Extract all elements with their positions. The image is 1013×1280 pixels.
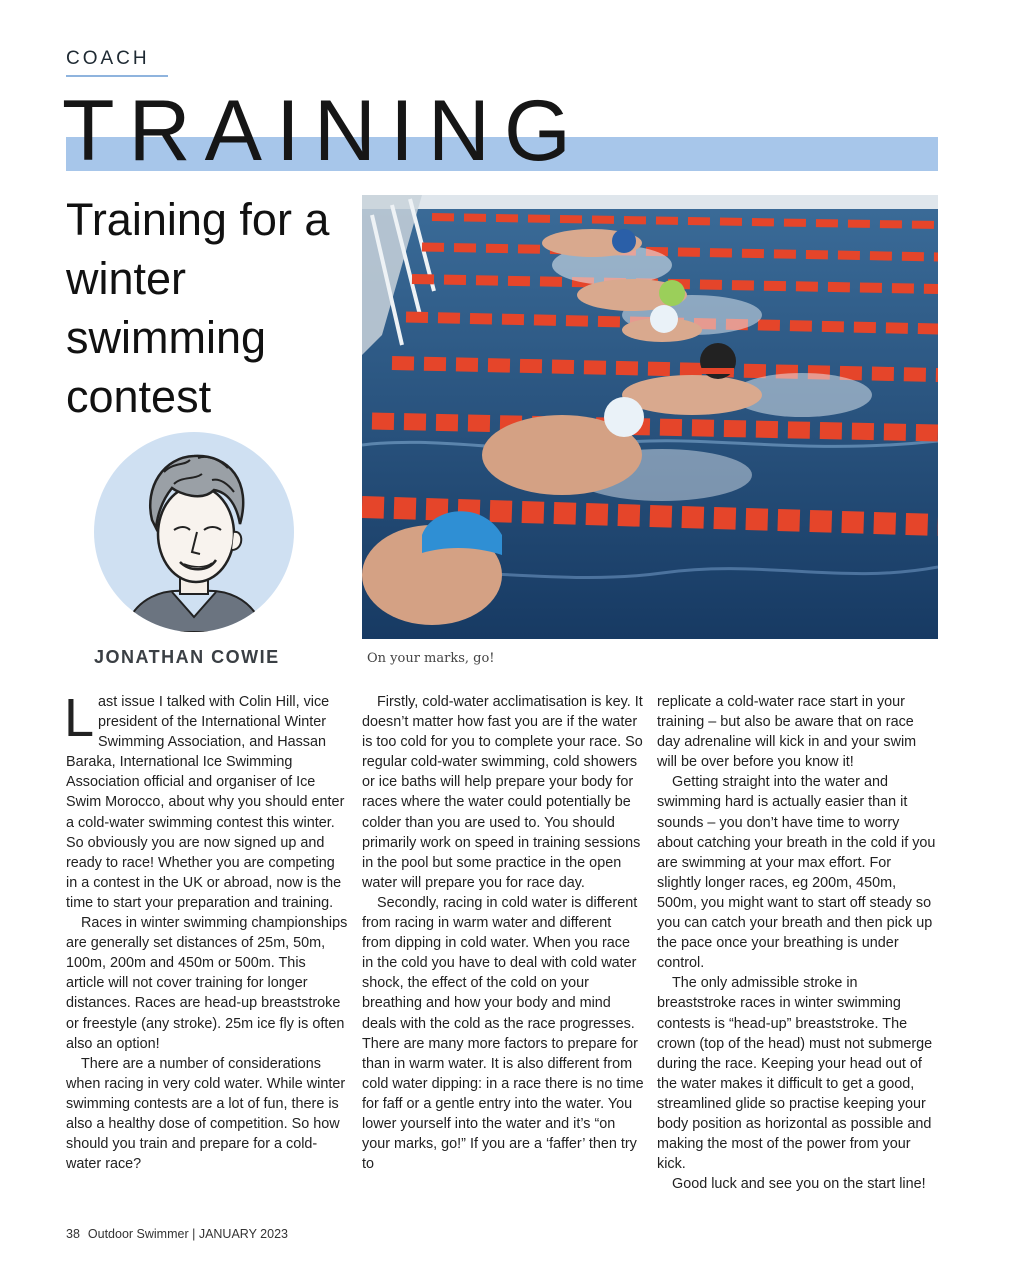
paragraph: Last issue I talked with Colin Hill, vice president of the International Winter Swimming Association, and Hassan Baraka, International Ice Swimming Association official and organiser of Ice Swim Morocco, about why you should enter a cold-water swimming contest this winter. So obviously you are now signed up and ready to race! Whether you are competing in a contest in the UK or abroad, now is the time to start your preparation and training. <box>64 688 345 911</box>
photo-caption: On your marks, go! <box>367 651 495 666</box>
page-number: 38 <box>66 1227 80 1241</box>
section-label: COACH <box>66 48 150 69</box>
paragraph: Getting straight into the water and swimming hard is actually easier than it sounds – you don’t have time to worry about catching your breath in the cold if you are swimming at your max effort. For slightly longer races, eg 200m, 450m, 500m, you might want to start off steady so you can catch your breath and then pick up the pace once your breathing is under control. <box>657 774 936 972</box>
article-column-2 <box>362 692 644 1174</box>
paragraph: Good luck and see you on the start line! <box>672 1176 926 1193</box>
article-headline: Training for a winter swimming contest <box>66 194 330 422</box>
paragraph: There are a number of considerations when racing in very cold water. While winter swimming contests are a lot of fun, there is also a healthy dose of competition. So how should you train and prepare for a cold-water race? <box>66 1055 346 1173</box>
paragraph: The only admissible stroke in breaststroke races in winter swimming contests is “head-up” breaststroke. The crown (top of the head) must not submerge during the race. Keeping your head out of the water makes it difficult to get a good, streamlined glide so practise keeping your body position as horizontal as possible and making the most of the power from your kick. <box>657 975 933 1173</box>
section-title: TRAINING <box>62 83 585 179</box>
article-column-3 <box>657 692 939 1194</box>
drop-cap: L <box>64 688 95 748</box>
paragraph: Secondly, racing in cold water is different from racing in warm water and different from dipping in cold water. When you race in the cold you have to deal with cold water shock, the effect of the cold on your breathing and how your body and mind deals with the cold as the race progresses. There are many more factors to prepare for than in warm water. It is also different from cold water dipping: in a race there is no time for faff or a gentle entry into the water. You lower yourself into the water and it’s “on your marks, go!” If you are a ‘faffer’ then try to <box>362 894 644 1173</box>
section-underline <box>66 75 168 77</box>
page-footer <box>66 1227 288 1241</box>
paragraph: Races in winter swimming championships are generally set distances of 25m, 50m, 100m, 200m and 450m or 500m. This article will not cover training for longer distances. Races are head-up breaststroke or freestyle (any stroke). 25m ice fly is often also an option! <box>66 915 348 1052</box>
publication-info: Outdoor Swimmer | JANUARY 2023 <box>87 1227 288 1241</box>
paragraph: replicate a cold-water race start in your training – but also be aware that on race day adrenaline will kick in and your swim will be over before you know it! <box>657 694 917 771</box>
author-name: JONATHAN COWIE <box>94 647 280 667</box>
paragraph: Firstly, cold-water acclimatisation is key. It doesn’t matter how fast you are if the water is too cold for you to complete your race. So regular cold-water swimming, cold showers or ice baths will help prepare your body for races where the water could potentially be colder than you are used to. You should primarily work on speed in training sessions in the pool but some practice in the open water will prepare you for race day. <box>362 694 643 891</box>
swimming-race-photo <box>362 195 938 639</box>
author-portrait <box>94 432 294 632</box>
article-column-1 <box>64 688 348 1174</box>
